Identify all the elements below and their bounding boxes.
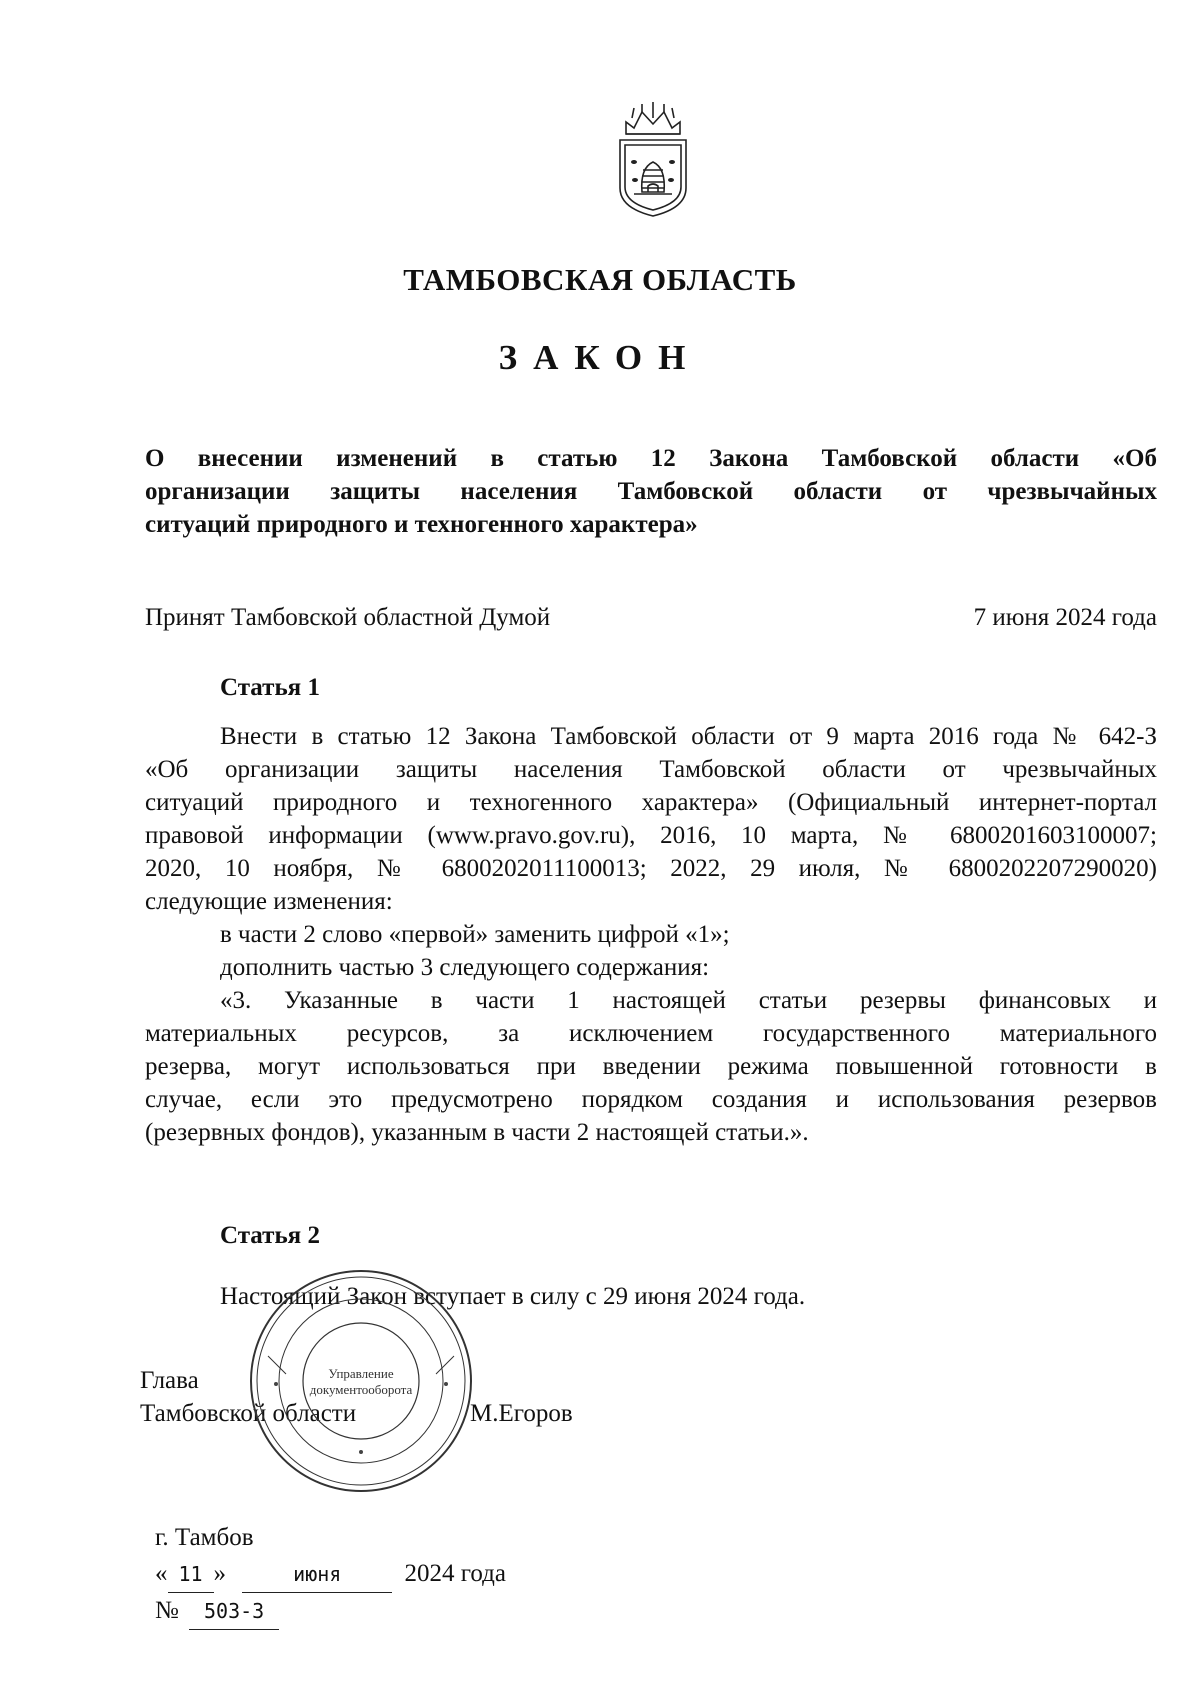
signatory-position-line: Тамбовской области xyxy=(140,1400,357,1427)
number-label: № xyxy=(155,1597,179,1624)
article-1-quote-line: материальных ресурсов, за исключением государственного материального xyxy=(145,1020,1157,1047)
signatory-position-line: Глава xyxy=(140,1367,199,1394)
date-month: июня xyxy=(242,1556,392,1593)
date-day: 11 xyxy=(168,1556,214,1593)
date-year: 2024 года xyxy=(404,1560,506,1587)
law-title xyxy=(145,442,1157,541)
region-title: ТАМБОВСКАЯ ОБЛАСТЬ xyxy=(403,262,797,297)
adoption-date: 7 июня 2024 года xyxy=(973,604,1157,631)
signing-date xyxy=(155,1556,506,1593)
seal-center-line: Управление xyxy=(328,1366,394,1381)
article-1-line: «Об организации защиты населения Тамбовской области от чрезвычайных xyxy=(145,756,1157,783)
article-1-quote-line: резерва, могут использоваться при введении режима повышенной готовности в xyxy=(145,1053,1157,1080)
article-2-text: Настоящий Закон вступает в силу с 29 июня 2024 года. xyxy=(220,1283,806,1310)
signatory-name: М.Егоров xyxy=(470,1400,573,1427)
place-and-date xyxy=(155,1520,506,1630)
law-title-line: О внесении изменений в статью 12 Закона Тамбовской области «Об xyxy=(145,445,1157,472)
article-1-heading: Статья 1 xyxy=(220,674,320,701)
law-title-line: организации защиты населения Тамбовской области от чрезвычайных xyxy=(145,478,1157,505)
coat-of-arms-icon xyxy=(612,100,694,218)
document-type: ЗАКОН xyxy=(498,338,702,377)
city: г. Тамбов xyxy=(155,1524,254,1551)
number-value: 503-З xyxy=(189,1593,279,1630)
date-open-quote: « xyxy=(155,1560,168,1587)
article-1-item: в части 2 слово «первой» заменить цифрой «1»; xyxy=(220,921,730,948)
article-2-heading: Статья 2 xyxy=(220,1222,320,1249)
article-1-line: правовой информации (www.pravo.gov.ru), 2016, 10 марта, № 6800201603100007; xyxy=(145,822,1157,849)
seal-center-line: документооборота xyxy=(309,1382,413,1397)
article-1-quote-line: случае, если это предусмотрено порядком создания и использования резервов xyxy=(145,1086,1157,1113)
article-1-quote-line: «3. Указанные в части 1 настоящей статьи резервы финансовых и xyxy=(220,987,1157,1014)
article-1-line: 2020, 10 ноября, № 6800202011100013; 2022, 29 июля, № 6800202207290020) xyxy=(145,855,1157,882)
adoption-line xyxy=(145,604,1157,632)
article-1-line: Внести в статью 12 Закона Тамбовской области от 9 марта 2016 года № 642-З xyxy=(220,723,1157,750)
date-close-quote: » xyxy=(213,1560,226,1587)
article-1-line: следующие изменения: xyxy=(145,888,393,915)
article-1-body xyxy=(145,720,1157,1149)
law-number xyxy=(155,1593,506,1630)
article-1-quote-line: (резервных фондов), указанным в части 2 настоящей статьи.». xyxy=(145,1119,809,1146)
law-title-line: ситуаций природного и техногенного характера» xyxy=(145,511,698,538)
official-seal xyxy=(246,1266,476,1496)
article-1-line: ситуаций природного и техногенного характера» (Официальный интернет-портал xyxy=(145,789,1157,816)
article-1-item: дополнить частью 3 следующего содержания: xyxy=(220,954,710,981)
adopted-by: Принят Тамбовской областной Думой xyxy=(145,604,551,631)
